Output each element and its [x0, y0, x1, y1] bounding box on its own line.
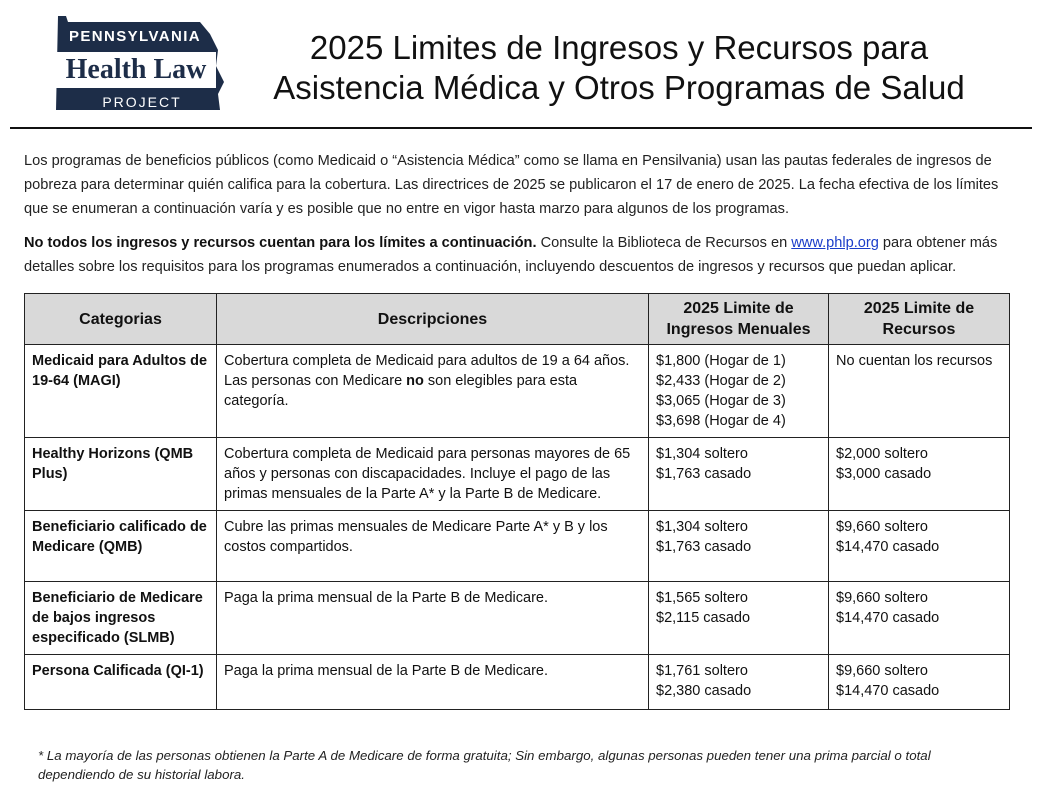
row-resources	[829, 438, 1010, 511]
resource-line: $9,660 soltero	[836, 590, 928, 606]
resource-line: $9,660 soltero	[836, 519, 928, 535]
table-row	[25, 511, 1010, 582]
resource-line: $14,470 casado	[836, 539, 940, 555]
row-description: Cubre las primas mensuales de Medicare Parte A* y B y los costos compartidos.	[217, 511, 649, 582]
table-header-row	[25, 294, 1010, 345]
income-line: $1,761 soltero	[656, 663, 748, 679]
logo-line-1: PENNSYLVANIA	[68, 28, 202, 45]
income-line: $3,698 (Hogar de 4)	[656, 413, 786, 429]
table-row	[25, 655, 1010, 710]
logo-line-2: Health Law	[56, 52, 216, 88]
note-text-after-link: para obtener más detalles sobre los requisitos para los programas enumerados a continuación, incluyendo descuentos de ingresos y recursos que puedan aplicar.	[24, 235, 998, 275]
income-line: $1,304 soltero	[656, 519, 748, 535]
income-line: $2,433 (Hogar de 2)	[656, 373, 786, 389]
table-row	[25, 582, 1010, 655]
footnote: * La mayoría de las personas obtienen la Parte A de Medicare de forma gratuita; Sin embargo, algunas personas pueden tener una prima parcial o total dependiendo de su historial labora.	[38, 748, 931, 782]
row-description: Paga la prima mensual de la Parte B de Medicare.	[217, 582, 649, 655]
header-categorias: Categorias	[25, 294, 217, 345]
title-line-2: Asistencia Médica y Otros Programas de Salud	[273, 69, 965, 106]
row-resources	[829, 511, 1010, 582]
row-description: Paga la prima mensual de la Parte B de Medicare.	[217, 655, 649, 710]
income-line: $1,800 (Hogar de 1)	[656, 353, 786, 369]
description-text: Cobertura completa de Medicaid para adultos de 19 a 64 años. Las personas con Medicare	[224, 353, 630, 389]
income-line: $2,115 casado	[656, 610, 751, 626]
description-text-after: son elegibles para esta categoría.	[224, 373, 578, 409]
note-text-before-link: Consulte la Biblioteca de Recursos en	[536, 235, 792, 251]
row-income	[649, 655, 829, 710]
table-row	[25, 438, 1010, 511]
income-line: $1,304 soltero	[656, 446, 748, 462]
description-bold: no	[406, 373, 424, 389]
row-description	[217, 345, 649, 438]
table-row	[25, 345, 1010, 438]
resource-line: $9,660 soltero	[836, 663, 928, 679]
resource-line: $2,000 soltero	[836, 446, 928, 462]
phlp-link[interactable]: www.phlp.org	[791, 235, 879, 251]
row-category: Beneficiario de Medicare de bajos ingresos especificado (SLMB)	[25, 582, 217, 655]
row-income	[649, 438, 829, 511]
row-income	[649, 511, 829, 582]
row-category: Beneficiario calificado de Medicare (QMB)	[25, 511, 217, 582]
resource-line: No cuentan los recursos	[836, 353, 993, 369]
header-resource-limit: 2025 Limite de Recursos	[829, 294, 1010, 345]
income-line: $3,065 (Hogar de 3)	[656, 393, 786, 409]
row-category: Healthy Horizons (QMB Plus)	[25, 438, 217, 511]
income-line: $1,763 casado	[656, 466, 752, 482]
income-limits-table	[24, 293, 1010, 710]
note-paragraph	[24, 231, 1014, 279]
logo-line-3: PROJECT	[102, 94, 182, 110]
row-category: Persona Calificada (QI-1)	[25, 655, 217, 710]
row-resources	[829, 582, 1010, 655]
row-category: Medicaid para Adultos de 19-64 (MAGI)	[25, 345, 217, 438]
income-line: $1,763 casado	[656, 539, 752, 555]
intro-paragraph: Los programas de beneficios públicos (como Medicaid o “Asistencia Médica” como se llama en Pensilvania) usan las pautas federales de ingresos de pobreza para determinar quién califica para la cobertura. Las directrices de 2025 se publicaron el 17 de enero de 2025. La fecha efectiva de los límites que se enumeran a continuación varía y es posible que no entre en vigor hasta marzo para algunos de los programas.	[24, 153, 999, 217]
row-resources	[829, 655, 1010, 710]
resource-line: $14,470 casado	[836, 610, 940, 626]
page-title	[224, 28, 1014, 108]
income-line: $1,565 soltero	[656, 590, 748, 606]
title-divider	[10, 127, 1032, 129]
row-income	[649, 345, 829, 438]
row-resources	[829, 345, 1010, 438]
title-line-1: 2025 Limites de Ingresos y Recursos para	[309, 29, 929, 66]
header-descripciones: Descripciones	[217, 294, 649, 345]
note-bold-text: No todos los ingresos y recursos cuentan para los límites a continuación.	[24, 235, 537, 251]
resource-line: $3,000 casado	[836, 466, 932, 482]
header-income-limit: 2025 Limite de Ingresos Menuales	[649, 294, 829, 345]
resource-line: $14,470 casado	[836, 683, 940, 699]
row-description: Cobertura completa de Medicaid para personas mayores de 65 años y personas con discapacidades. Incluye el pago de las primas mensuales de la Parte A* y la Parte B de Medicare.	[217, 438, 649, 511]
income-line: $2,380 casado	[656, 683, 752, 699]
row-income	[649, 582, 829, 655]
phlp-logo	[52, 14, 228, 114]
